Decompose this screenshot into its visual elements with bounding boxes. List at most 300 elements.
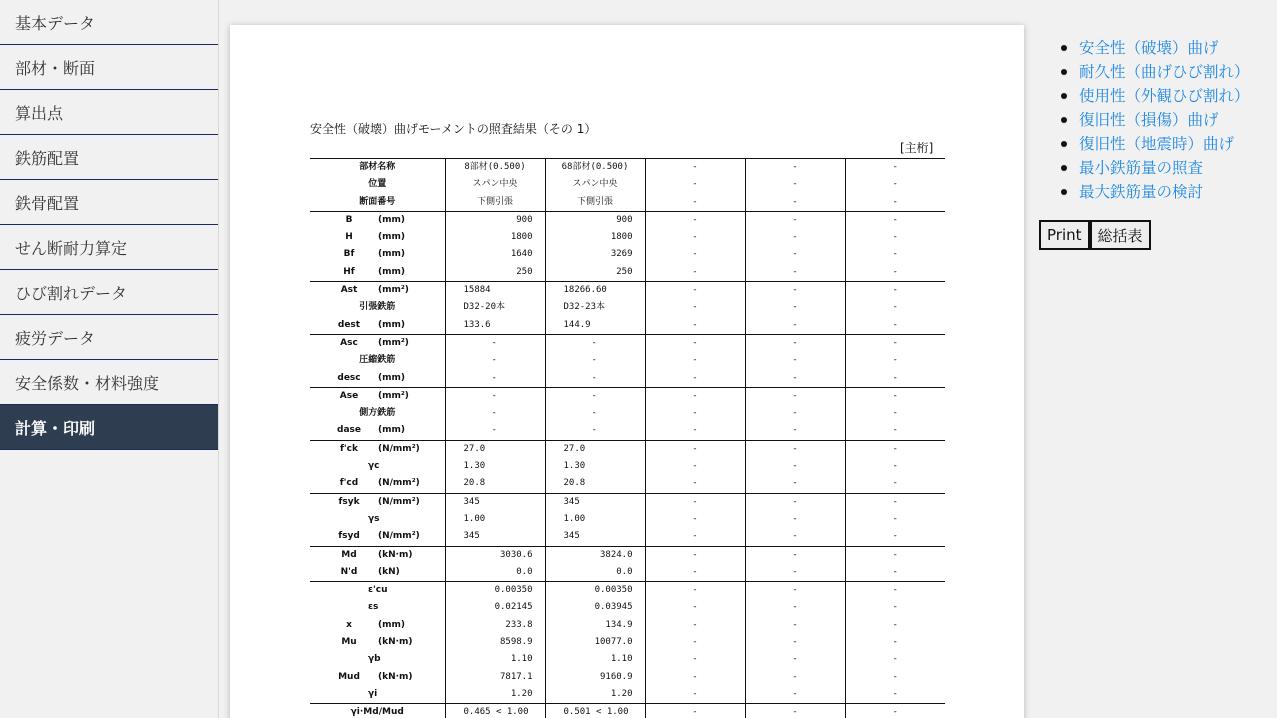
row-label-key: 圧縮鉄筋 <box>359 355 396 366</box>
cell-empty: - <box>645 617 745 634</box>
table-row <box>310 440 945 458</box>
cell-empty: - <box>645 352 745 369</box>
cell-col1: 1.20 <box>445 686 545 704</box>
row-label-unit: (kN·m) <box>378 637 413 648</box>
cell-empty: - <box>745 422 845 440</box>
row-label-key: 断面番号 <box>359 196 396 207</box>
cell-col1: 0.02145 <box>445 599 545 616</box>
cell-empty: - <box>645 475 745 493</box>
cell-empty: - <box>745 334 845 352</box>
row-label-key: 引張鉄筋 <box>359 302 396 313</box>
cell-empty: - <box>892 249 898 260</box>
cell-col1: 0.00350 <box>445 582 545 600</box>
row-label-unit: (mm²) <box>378 285 409 296</box>
cell-empty: - <box>745 686 845 704</box>
cell-empty: - <box>645 493 745 511</box>
cell-empty: - <box>845 704 945 718</box>
row-label-key: fsyd <box>338 531 360 542</box>
right-nav <box>1058 36 1250 204</box>
cell-empty: - <box>745 264 845 282</box>
table-row <box>310 617 945 634</box>
row-label-unit: (kN·m) <box>378 549 413 560</box>
cell-col2: - <box>545 405 645 422</box>
cell-empty: - <box>645 387 745 405</box>
row-label <box>310 704 445 718</box>
cell-empty: - <box>745 564 845 582</box>
row-label-key: Asc <box>340 337 358 348</box>
table-row <box>310 334 945 352</box>
cell-empty: - <box>845 334 945 352</box>
cell-empty: - <box>645 317 745 335</box>
row-label-key: Hf <box>343 266 355 277</box>
table-row <box>310 159 945 177</box>
row-label-unit: (mm²) <box>378 390 409 401</box>
cell-empty: - <box>845 582 945 600</box>
cell-empty: - <box>892 196 898 207</box>
row-label-unit: (mm) <box>378 425 405 436</box>
row-label <box>310 686 445 704</box>
row-label <box>310 440 445 458</box>
cell-col2: 10077.0 <box>545 634 645 651</box>
cell-col2: 1800 <box>545 229 645 246</box>
row-label-unit: (N/mm²) <box>378 496 420 507</box>
row-label <box>310 229 445 246</box>
cell-col2: 9160.9 <box>545 669 645 686</box>
row-label <box>310 617 445 634</box>
row-label-unit: (N/mm²) <box>378 531 420 542</box>
table-row <box>310 458 945 475</box>
cell-empty: - <box>745 493 845 511</box>
table-row <box>310 651 945 668</box>
cell-empty: - <box>645 564 745 582</box>
cell-empty: - <box>645 458 745 475</box>
row-label <box>310 493 445 511</box>
cell-empty: - <box>745 317 845 335</box>
cell-col1: 1640 <box>445 246 545 263</box>
row-label-unit: (mm) <box>378 249 405 260</box>
row-label-key: γs <box>368 513 380 524</box>
row-label <box>310 405 445 422</box>
cell-col2: 345 <box>545 493 645 511</box>
cell-col2: 下側引張 <box>545 194 645 212</box>
row-label-key: Ase <box>339 390 359 401</box>
cell-col2: 1.00 <box>545 511 645 528</box>
cell-empty: - <box>645 264 745 282</box>
cell-col1: 15884 <box>445 282 545 300</box>
cell-empty: - <box>745 352 845 369</box>
row-label-key: 位置 <box>368 179 387 190</box>
row-label-unit: (mm²) <box>378 337 409 348</box>
table-row <box>310 528 945 546</box>
sidebar <box>0 0 219 718</box>
table-row <box>310 282 945 300</box>
cell-empty: - <box>745 159 845 177</box>
row-label-key: 側方鉄筋 <box>359 408 396 419</box>
cell-col2: 3269 <box>545 246 645 263</box>
row-label-key: 部材名称 <box>359 162 396 172</box>
sidebar-item-steel[interactable]: 鉄骨配置 <box>0 180 218 225</box>
row-label <box>310 564 445 582</box>
table-row <box>310 194 945 212</box>
cell-empty: - <box>845 387 945 405</box>
row-label <box>310 546 445 564</box>
cell-empty: - <box>745 405 845 422</box>
cell-col1: - <box>445 370 545 388</box>
cell-col1: スパン中央 <box>445 176 545 193</box>
cell-empty: - <box>645 282 745 300</box>
row-label <box>310 211 445 229</box>
row-label <box>310 264 445 282</box>
table-row <box>310 582 945 600</box>
cell-empty: - <box>645 582 745 600</box>
cell-empty: - <box>745 440 845 458</box>
cell-empty: - <box>745 704 845 718</box>
cell-col2: 20.8 <box>545 475 645 493</box>
table-row <box>310 704 945 718</box>
row-label <box>310 370 445 388</box>
cell-empty: - <box>745 370 845 388</box>
cell-empty: - <box>645 194 745 212</box>
row-label-key: desc <box>337 372 361 383</box>
sidebar-item-calc-points[interactable]: 算出点 <box>0 90 218 135</box>
row-label <box>310 194 445 212</box>
cell-empty: - <box>892 619 898 630</box>
row-label-key: dase <box>337 425 361 436</box>
cell-col2: 3824.0 <box>545 546 645 564</box>
cell-empty: - <box>892 461 898 472</box>
row-label-key: Mu <box>341 637 357 648</box>
row-label <box>310 317 445 335</box>
cell-empty: - <box>645 634 745 651</box>
cell-empty: - <box>645 211 745 229</box>
cell-empty: - <box>845 493 945 511</box>
report-tag: [主桁] <box>900 141 934 155</box>
cell-empty: - <box>645 599 745 616</box>
cell-col2: 18266.60 <box>545 282 645 300</box>
cell-empty: - <box>745 299 845 316</box>
row-label <box>310 422 445 440</box>
table-row <box>310 564 945 582</box>
row-label-unit: (mm) <box>378 232 405 243</box>
row-label-key: ε'cu <box>368 585 388 596</box>
cell-col1: 133.6 <box>445 317 545 335</box>
cell-col1: 1.10 <box>445 651 545 668</box>
sidebar-item-rebar[interactable]: 鉄筋配置 <box>0 135 218 180</box>
row-label-key: Md <box>341 549 357 560</box>
cell-empty: - <box>645 229 745 246</box>
bullet-icon <box>1061 165 1067 171</box>
cell-empty: - <box>892 319 898 330</box>
cell-empty: - <box>645 440 745 458</box>
row-label <box>310 176 445 193</box>
row-label-key: γi <box>368 688 378 699</box>
cell-empty: - <box>745 194 845 212</box>
cell-col2: D32-23本 <box>545 299 645 316</box>
cell-col1: 345 <box>445 528 545 546</box>
table-row <box>310 246 945 263</box>
cell-empty: - <box>845 282 945 300</box>
cell-empty: - <box>745 546 845 564</box>
row-label <box>310 634 445 651</box>
row-label-key: γc <box>368 461 380 472</box>
cell-empty: - <box>745 651 845 668</box>
summary-button[interactable]: 総括表 <box>1090 220 1151 250</box>
nav-link-durability-crack[interactable]: 耐久性（曲げひび割れ） <box>1058 60 1250 84</box>
cell-empty: - <box>645 704 745 718</box>
cell-empty: - <box>892 355 898 366</box>
cell-empty: - <box>892 266 898 277</box>
cell-empty: - <box>892 654 898 665</box>
cell-empty: - <box>892 425 898 436</box>
cell-empty: - <box>745 669 845 686</box>
nav-link-serviceability[interactable]: 使用性（外観ひび割れ） <box>1058 84 1250 108</box>
cell-col2: - <box>545 370 645 388</box>
cell-col2: 1.10 <box>545 651 645 668</box>
table-row <box>310 387 945 405</box>
cell-empty: - <box>645 651 745 668</box>
cell-col2: 134.9 <box>545 617 645 634</box>
cell-empty: - <box>645 528 745 546</box>
cell-col1: 900 <box>445 211 545 229</box>
cell-col2: 144.9 <box>545 317 645 335</box>
cell-empty: - <box>645 669 745 686</box>
sidebar-item-shear[interactable]: せん断耐力算定 <box>0 225 218 270</box>
row-label <box>310 599 445 616</box>
cell-col1: 下側引張 <box>445 194 545 212</box>
cell-col1: - <box>445 405 545 422</box>
cell-col1: 233.8 <box>445 617 545 634</box>
cell-empty: - <box>745 282 845 300</box>
table-row <box>310 475 945 493</box>
row-label-unit: (kN) <box>378 566 400 577</box>
cell-empty: - <box>745 511 845 528</box>
cell-col1: 1.00 <box>445 511 545 528</box>
cell-col1: 27.0 <box>445 440 545 458</box>
cell-empty: - <box>645 422 745 440</box>
table-row <box>310 176 945 193</box>
cell-col2: 345 <box>545 528 645 546</box>
row-label-key: Mud <box>338 671 360 682</box>
row-label-key: f'ck <box>340 443 358 454</box>
row-label <box>310 458 445 475</box>
table-row <box>310 229 945 246</box>
cell-col2: 250 <box>545 264 645 282</box>
table-row <box>310 669 945 686</box>
cell-col2: 1.30 <box>545 458 645 475</box>
cell-empty: - <box>745 634 845 651</box>
row-label-key: γb <box>368 654 381 665</box>
cell-empty: - <box>892 531 898 542</box>
row-label-key: f'cd <box>339 478 359 489</box>
cell-empty: - <box>745 528 845 546</box>
table-row <box>310 317 945 335</box>
cell-empty: - <box>745 458 845 475</box>
cell-empty: - <box>645 334 745 352</box>
cell-empty: - <box>892 372 898 383</box>
row-label <box>310 475 445 493</box>
row-label-unit: (N/mm²) <box>378 478 420 489</box>
action-buttons <box>1039 220 1151 250</box>
table-row <box>310 511 945 528</box>
row-label-key: γi·Md/Mud <box>350 707 404 718</box>
row-label-key: fsyk <box>338 496 360 507</box>
nav-link-restorability-seismic[interactable]: 復旧性（地震時）曲げ <box>1058 132 1250 156</box>
cell-empty: - <box>845 546 945 564</box>
cell-col1: 345 <box>445 493 545 511</box>
sidebar-item-crack[interactable]: ひび割れデータ <box>0 270 218 315</box>
cell-empty: - <box>892 513 898 524</box>
cell-col1: 20.8 <box>445 475 545 493</box>
row-label <box>310 299 445 316</box>
table-row <box>310 370 945 388</box>
cell-empty: - <box>892 478 898 489</box>
row-label-unit: (mm) <box>378 214 405 225</box>
cell-col1: - <box>445 422 545 440</box>
cell-empty: - <box>745 176 845 193</box>
row-label <box>310 282 445 300</box>
sidebar-item-calc-print[interactable]: 計算・印刷 <box>0 405 218 450</box>
sidebar-item-basic-data[interactable]: 基本データ <box>0 0 218 45</box>
cell-col1: 0.0 <box>445 564 545 582</box>
cell-col2: - <box>545 334 645 352</box>
cell-empty: - <box>892 671 898 682</box>
row-label-key: dest <box>337 319 361 330</box>
table-row <box>310 634 945 651</box>
cell-empty: - <box>845 159 945 177</box>
sidebar-item-safety-factors[interactable]: 安全係数・材料強度 <box>0 360 218 405</box>
table-row <box>310 299 945 316</box>
cell-col1: - <box>445 387 545 405</box>
cell-col2: 0.0 <box>545 564 645 582</box>
row-label <box>310 511 445 528</box>
cell-empty: - <box>645 299 745 316</box>
bullet-icon <box>1061 189 1067 195</box>
row-label-unit: (mm) <box>378 372 405 383</box>
row-label <box>310 387 445 405</box>
cell-col2: - <box>545 422 645 440</box>
print-button[interactable]: Print <box>1039 220 1090 250</box>
row-label-key: x <box>346 619 352 630</box>
nav-link-min-rebar[interactable]: 最小鉄筋量の照査 <box>1058 156 1250 180</box>
row-label-unit: (mm) <box>378 319 405 330</box>
cell-col1: 0.465 < 1.00 <box>445 704 545 718</box>
table-row <box>310 493 945 511</box>
cell-col2: 0.501 < 1.00 <box>545 704 645 718</box>
cell-col1: - <box>445 352 545 369</box>
cell-col1: 7817.1 <box>445 669 545 686</box>
table-row <box>310 422 945 440</box>
cell-col2: 27.0 <box>545 440 645 458</box>
row-label <box>310 352 445 369</box>
cell-col2: - <box>545 352 645 369</box>
bullet-icon <box>1061 141 1067 147</box>
table-row <box>310 264 945 282</box>
result-table <box>310 158 945 718</box>
cell-col2: 1.20 <box>545 686 645 704</box>
table-row <box>310 546 945 564</box>
bullet-icon <box>1061 93 1067 99</box>
cell-col1: D32-20本 <box>445 299 545 316</box>
cell-col1: 250 <box>445 264 545 282</box>
cell-col2: 68部材(0.500) <box>545 159 645 177</box>
cell-col2: 0.03945 <box>545 599 645 616</box>
cell-empty: - <box>645 511 745 528</box>
bullet-icon <box>1061 45 1067 51</box>
cell-empty: - <box>892 688 898 699</box>
cell-empty: - <box>892 602 898 613</box>
cell-empty: - <box>745 229 845 246</box>
cell-empty: - <box>845 211 945 229</box>
row-label <box>310 334 445 352</box>
cell-col1: 3030.6 <box>445 546 545 564</box>
cell-col2: 900 <box>545 211 645 229</box>
cell-empty: - <box>745 246 845 263</box>
cell-col1: - <box>445 334 545 352</box>
row-label-unit: (N/mm²) <box>378 443 420 454</box>
row-label <box>310 669 445 686</box>
cell-empty: - <box>645 686 745 704</box>
cell-empty: - <box>745 387 845 405</box>
cell-empty: - <box>892 302 898 313</box>
cell-empty: - <box>892 232 898 243</box>
cell-empty: - <box>645 370 745 388</box>
bullet-icon <box>1061 69 1067 75</box>
row-label-key: H <box>345 232 353 243</box>
row-label-key: Bf <box>343 249 355 260</box>
cell-empty: - <box>645 405 745 422</box>
row-label <box>310 582 445 600</box>
cell-empty: - <box>645 246 745 263</box>
table-row <box>310 405 945 422</box>
row-label-unit: (mm) <box>378 266 405 277</box>
cell-empty: - <box>892 566 898 577</box>
cell-empty: - <box>845 440 945 458</box>
nav-link-safety-bending[interactable]: 安全性（破壊）曲げ <box>1058 36 1250 60</box>
row-label-key: Ast <box>340 285 358 296</box>
table-row <box>310 686 945 704</box>
row-label-key: B <box>345 214 353 225</box>
cell-col1: 8部材(0.500) <box>445 159 545 177</box>
nav-link-restorability-damage[interactable]: 復旧性（損傷）曲げ <box>1058 108 1250 132</box>
sidebar-item-member-section[interactable]: 部材・断面 <box>0 45 218 90</box>
row-label <box>310 246 445 263</box>
report-page <box>230 25 1024 718</box>
table-row <box>310 352 945 369</box>
row-label-unit: (mm) <box>378 619 405 630</box>
cell-empty: - <box>892 408 898 419</box>
row-label-key: N'd <box>340 566 358 577</box>
cell-empty: - <box>892 637 898 648</box>
row-label <box>310 159 445 177</box>
cell-col2: スパン中央 <box>545 176 645 193</box>
row-label <box>310 651 445 668</box>
cell-empty: - <box>645 159 745 177</box>
row-label <box>310 528 445 546</box>
cell-empty: - <box>745 211 845 229</box>
row-label-unit: (kN·m) <box>378 671 413 682</box>
cell-col1: 8598.9 <box>445 634 545 651</box>
cell-empty: - <box>892 179 898 190</box>
cell-col1: 1.30 <box>445 458 545 475</box>
cell-empty: - <box>745 475 845 493</box>
bullet-icon <box>1061 117 1067 123</box>
report-title: 安全性（破壊）曲げモーメントの照査結果（その 1） <box>310 122 597 136</box>
cell-empty: - <box>645 546 745 564</box>
nav-link-max-rebar[interactable]: 最大鉄筋量の検討 <box>1058 180 1250 204</box>
sidebar-item-fatigue[interactable]: 疲労データ <box>0 315 218 360</box>
table-row <box>310 599 945 616</box>
cell-col1: 1800 <box>445 229 545 246</box>
